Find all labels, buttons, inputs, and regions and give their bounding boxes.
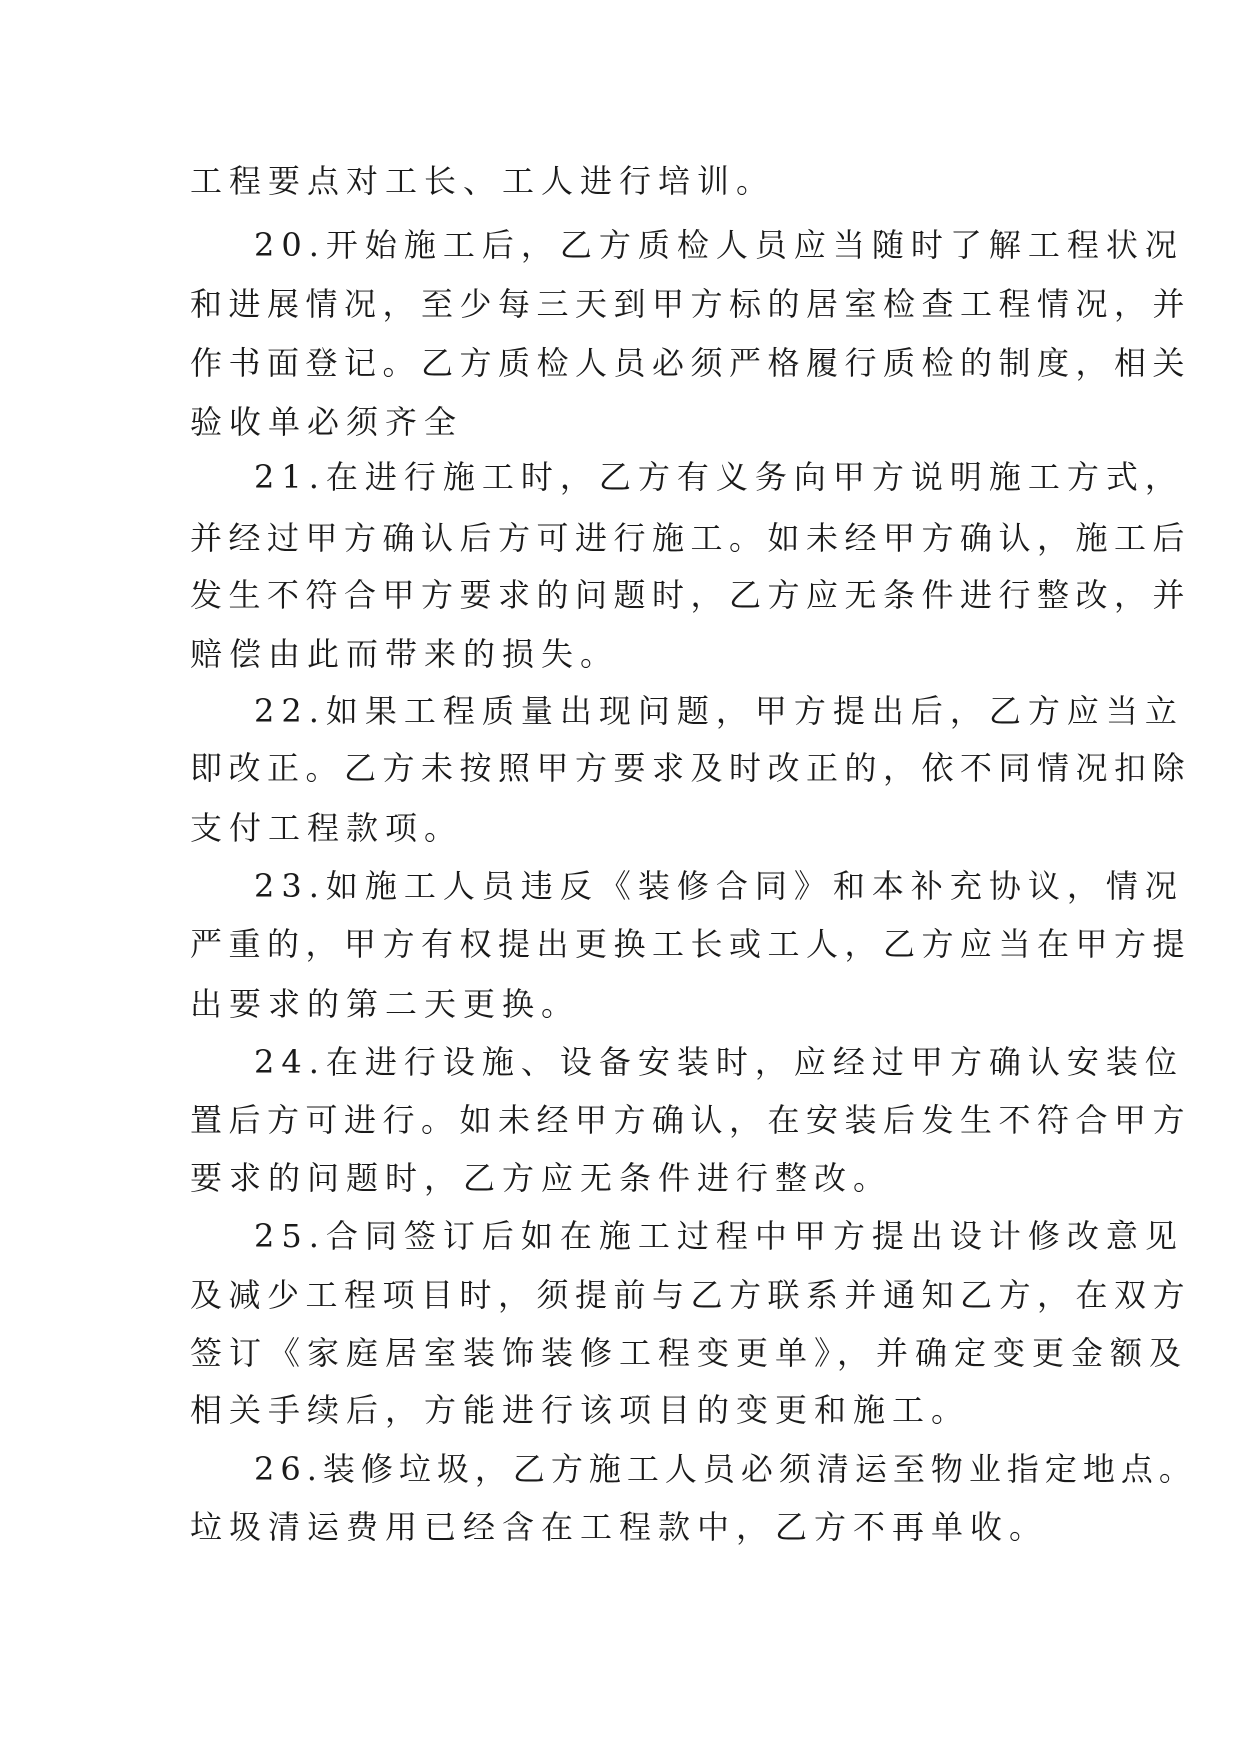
text-line: 工程要点对工长、工人进行培训。 [190, 162, 776, 200]
text-line: 并经过甲方确认后方可进行施工。如未经甲方确认，施工后 [190, 519, 1192, 557]
paragraph-21-first-line: 21.在进行施工时，乙方有义务向甲方说明施工方式， [254, 458, 1184, 496]
paragraph-25-first-line: 25.合同签订后如在施工过程中甲方提出设计修改意见 [254, 1217, 1184, 1255]
text-line: 签订《家庭居室装饰装修工程变更单》，并确定变更金额及 [190, 1334, 1189, 1372]
paragraph-24-first-line: 24.在进行设施、设备安装时，应经过甲方确认安装位 [254, 1043, 1184, 1081]
paragraph-26-first-line: 26.装修垃圾，乙方施工人员必须清运至物业指定地点。 [254, 1450, 1197, 1488]
text-line: 和进展情况，至少每三天到甲方标的居室检查工程情况，并 [190, 285, 1192, 323]
text-line: 支付工程款项。 [190, 809, 464, 847]
paragraph-23-first-line: 23.如施工人员违反《装修合同》和本补充协议，情况 [254, 867, 1184, 905]
paragraph-20-first-line: 20.开始施工后，乙方质检人员应当随时了解工程状况 [254, 226, 1184, 264]
text-line: 赔偿由此而带来的损失。 [190, 635, 620, 673]
text-line: 严重的，甲方有权提出更换工长或工人，乙方应当在甲方提 [190, 925, 1192, 963]
paragraph-22-first-line: 22.如果工程质量出现问题，甲方提出后，乙方应当立 [254, 692, 1184, 730]
text-line: 出要求的第二天更换。 [190, 985, 581, 1023]
text-line: 及减少工程项目时，须提前与乙方联系并通知乙方，在双方 [190, 1276, 1192, 1314]
text-line: 作书面登记。乙方质检人员必须严格履行质检的制度，相关 [190, 344, 1192, 382]
text-line: 即改正。乙方未按照甲方要求及时改正的，依不同情况扣除 [190, 749, 1192, 787]
text-line: 垃圾清运费用已经含在工程款中，乙方不再单收。 [190, 1508, 1049, 1546]
text-line: 验收单必须齐全 [190, 403, 464, 441]
text-line: 置后方可进行。如未经甲方确认，在安装后发生不符合甲方 [190, 1101, 1192, 1139]
text-line: 发生不符合甲方要求的问题时，乙方应无条件进行整改，并 [190, 576, 1192, 614]
text-line: 相关手续后，方能进行该项目的变更和施工。 [190, 1391, 971, 1429]
text-line: 要求的问题时，乙方应无条件进行整改。 [190, 1159, 893, 1197]
